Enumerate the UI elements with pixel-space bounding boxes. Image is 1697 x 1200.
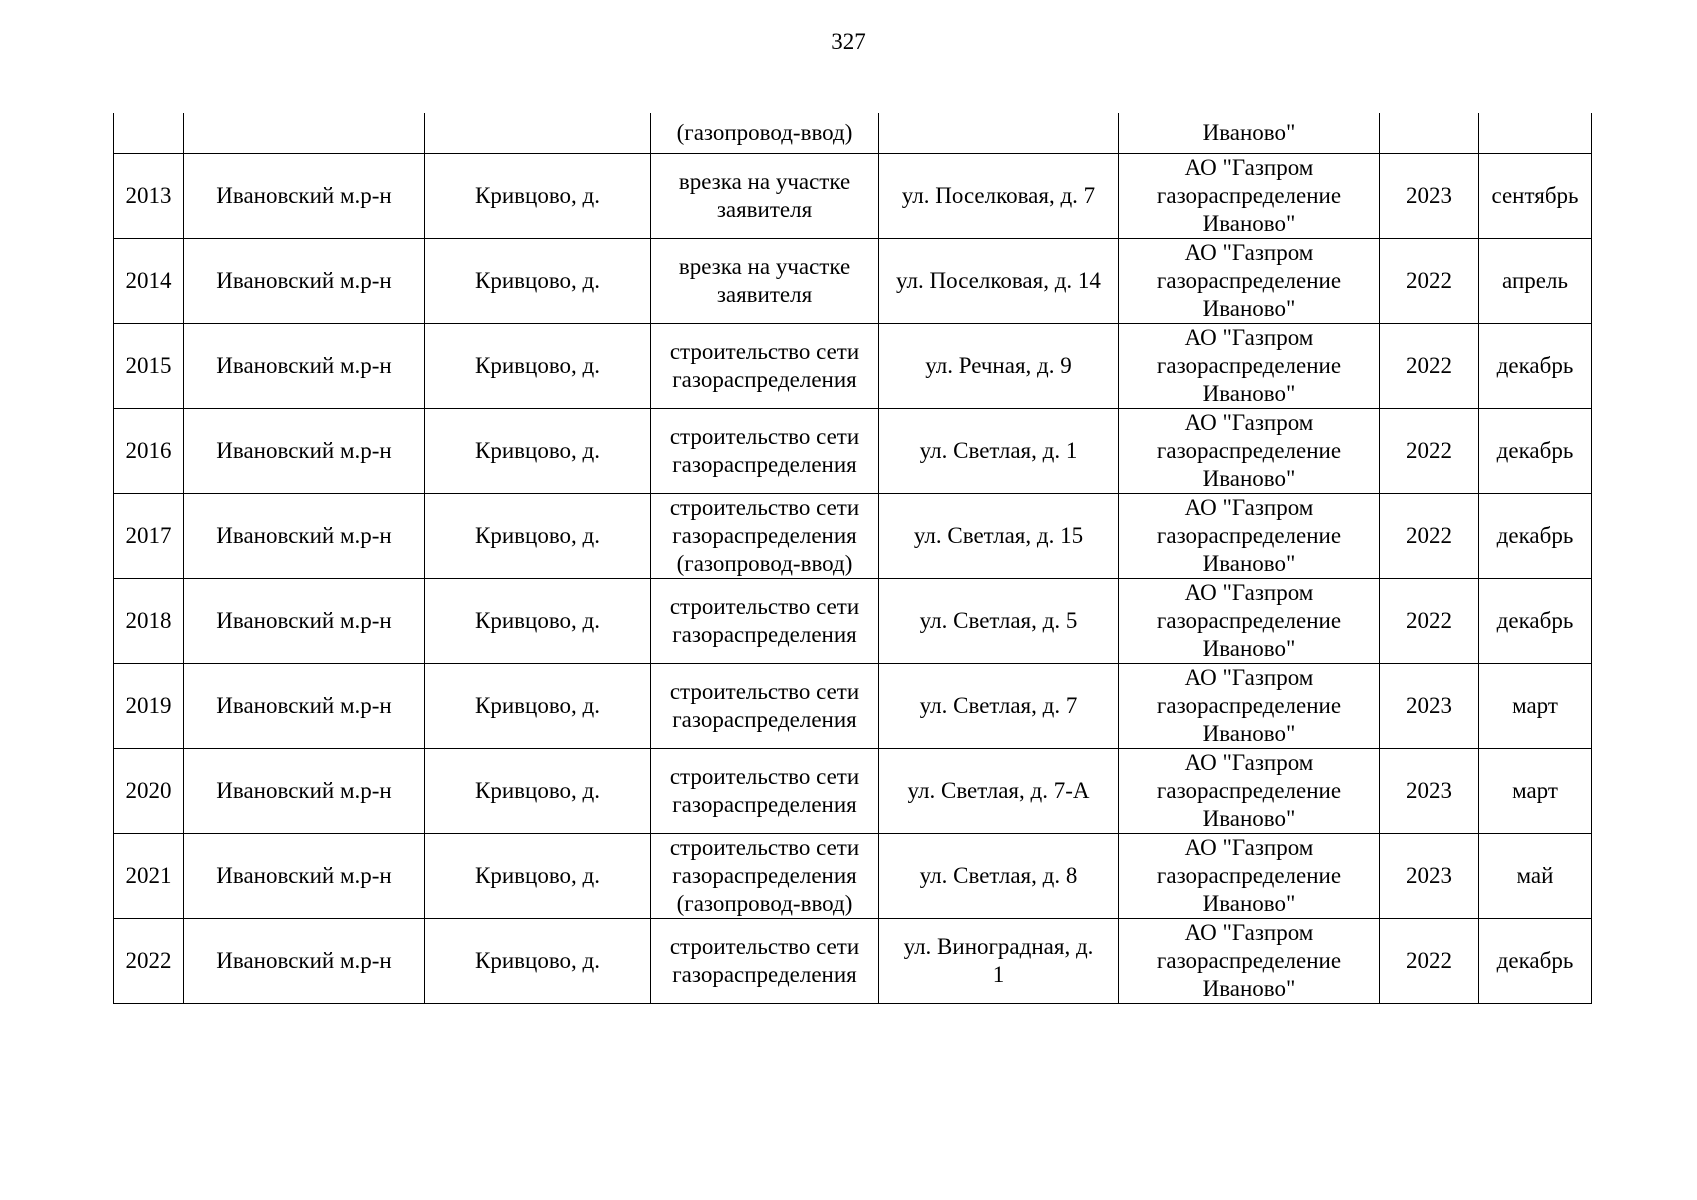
cell-district <box>184 323 425 408</box>
cell-work-type <box>651 493 879 578</box>
cell-text: 2023 <box>1406 862 1452 888</box>
cell-settlement <box>425 493 651 578</box>
cell-settlement <box>425 408 651 493</box>
table-row <box>114 663 1592 748</box>
cell-text: ул. Светлая, д. 15 <box>913 522 1084 548</box>
cell-settlement <box>425 663 651 748</box>
cell-text: 2022 <box>1406 437 1452 463</box>
cell-row-number <box>114 493 184 578</box>
table-body <box>114 113 1592 1003</box>
cell-row-number <box>114 578 184 663</box>
cell-address <box>879 663 1119 748</box>
cell-text: (газопровод-ввод) <box>676 119 853 145</box>
cell-organization <box>1119 663 1380 748</box>
cell-text: Кривцово, д. <box>475 267 600 293</box>
cell-address <box>879 833 1119 918</box>
cell-text: Кривцово, д. <box>475 777 600 803</box>
cell-settlement <box>425 833 651 918</box>
cell-text: декабрь <box>1496 352 1574 378</box>
cell-text: 2020 <box>125 777 172 803</box>
cell-text: декабрь <box>1496 437 1574 463</box>
cell-text: 2023 <box>1406 777 1452 803</box>
cell-text: строительство сети газораспределения <box>669 933 860 987</box>
cell-text: Ивановский м.р-н <box>216 777 392 803</box>
cell-month <box>1479 238 1592 323</box>
table-row <box>114 493 1592 578</box>
cell-organization <box>1119 113 1380 153</box>
cell-text: май <box>1516 862 1554 888</box>
cell-month <box>1479 113 1592 153</box>
cell-text: Кривцово, д. <box>475 182 600 208</box>
cell-organization <box>1119 918 1380 1003</box>
cell-year <box>1380 493 1479 578</box>
cell-text: строительство сети газораспределения <box>669 338 860 392</box>
cell-work-type <box>651 663 879 748</box>
cell-text: Кривцово, д. <box>475 862 600 888</box>
cell-text: 2022 <box>1406 607 1452 633</box>
cell-row-number <box>114 153 184 238</box>
cell-text: 2022 <box>1406 522 1452 548</box>
cell-text: 2022 <box>1406 947 1452 973</box>
cell-text: Ивановский м.р-н <box>216 182 392 208</box>
cell-text: ул. Виноградная, д. 1 <box>903 933 1094 987</box>
cell-settlement <box>425 113 651 153</box>
cell-year <box>1380 323 1479 408</box>
cell-text: 2023 <box>1406 692 1452 718</box>
cell-text: Ивановский м.р-н <box>216 437 392 463</box>
cell-district <box>184 663 425 748</box>
cell-address <box>879 113 1119 153</box>
cell-row-number <box>114 408 184 493</box>
cell-text: 2019 <box>125 692 172 718</box>
cell-work-type <box>651 408 879 493</box>
cell-work-type <box>651 323 879 408</box>
cell-address <box>879 238 1119 323</box>
cell-settlement <box>425 578 651 663</box>
cell-text: сентябрь <box>1491 182 1579 208</box>
table-row-continuation <box>114 113 1592 153</box>
cell-text: Ивановский м.р-н <box>216 692 392 718</box>
cell-work-type <box>651 833 879 918</box>
table-row <box>114 748 1592 833</box>
cell-text: апрель <box>1502 267 1568 293</box>
cell-text: АО "Газпром газораспределение Иваново" <box>1156 239 1342 321</box>
table-row <box>114 238 1592 323</box>
cell-address <box>879 748 1119 833</box>
cell-text: 2018 <box>125 607 172 633</box>
cell-text: ул. Речная, д. 9 <box>925 352 1072 378</box>
cell-text: март <box>1512 692 1558 718</box>
cell-text: врезка на участке заявителя <box>678 168 851 222</box>
cell-text: ул. Светлая, д. 7-А <box>907 777 1090 803</box>
cell-text: строительство сети газораспределения <box>669 423 860 477</box>
cell-year <box>1380 408 1479 493</box>
cell-settlement <box>425 238 651 323</box>
cell-text: ул. Светлая, д. 8 <box>919 862 1078 888</box>
cell-year <box>1380 918 1479 1003</box>
gas-connection-table <box>113 113 1592 1004</box>
cell-work-type <box>651 748 879 833</box>
cell-district <box>184 918 425 1003</box>
cell-month <box>1479 918 1592 1003</box>
cell-district <box>184 238 425 323</box>
cell-text: Кривцово, д. <box>475 947 600 973</box>
cell-text: 2021 <box>125 862 172 888</box>
cell-year <box>1380 578 1479 663</box>
cell-text: 2016 <box>125 437 172 463</box>
cell-text: врезка на участке заявителя <box>678 253 851 307</box>
table-row <box>114 323 1592 408</box>
cell-row-number <box>114 663 184 748</box>
cell-text: 2014 <box>125 267 172 293</box>
page-number: 327 <box>831 29 866 54</box>
cell-month <box>1479 833 1592 918</box>
cell-text: строительство сети газораспределения <box>669 678 860 732</box>
cell-text: Кривцово, д. <box>475 607 600 633</box>
cell-text: Ивановский м.р-н <box>216 522 392 548</box>
cell-text: ул. Поселковая, д. 7 <box>901 182 1096 208</box>
cell-settlement <box>425 918 651 1003</box>
cell-text: Ивановский м.р-н <box>216 947 392 973</box>
cell-text: 2013 <box>125 182 172 208</box>
table-row <box>114 918 1592 1003</box>
cell-settlement <box>425 153 651 238</box>
cell-work-type <box>651 918 879 1003</box>
cell-text: декабрь <box>1496 607 1574 633</box>
cell-work-type <box>651 153 879 238</box>
cell-work-type <box>651 578 879 663</box>
cell-text: Иваново" <box>1202 119 1296 145</box>
cell-text: АО "Газпром газораспределение Иваново" <box>1156 324 1342 406</box>
cell-month <box>1479 408 1592 493</box>
cell-address <box>879 408 1119 493</box>
cell-month <box>1479 323 1592 408</box>
cell-district <box>184 748 425 833</box>
cell-text: АО "Газпром газораспределение Иваново" <box>1156 154 1342 236</box>
cell-text: Кривцово, д. <box>475 692 600 718</box>
cell-year <box>1380 663 1479 748</box>
cell-text: 2015 <box>125 352 172 378</box>
table-row <box>114 578 1592 663</box>
cell-address <box>879 323 1119 408</box>
cell-row-number <box>114 748 184 833</box>
cell-text: Кривцово, д. <box>475 352 600 378</box>
cell-text: 2022 <box>125 947 172 973</box>
cell-organization <box>1119 408 1380 493</box>
cell-text: 2023 <box>1406 182 1452 208</box>
cell-text: Ивановский м.р-н <box>216 352 392 378</box>
cell-district <box>184 153 425 238</box>
cell-year <box>1380 153 1479 238</box>
cell-text: 2022 <box>1406 352 1452 378</box>
cell-row-number <box>114 323 184 408</box>
cell-row-number <box>114 833 184 918</box>
cell-text: Кривцово, д. <box>475 522 600 548</box>
cell-text: Ивановский м.р-н <box>216 267 392 293</box>
cell-text: строительство сети газораспределения <box>669 593 860 647</box>
cell-text: Ивановский м.р-н <box>216 607 392 633</box>
cell-organization <box>1119 578 1380 663</box>
cell-district <box>184 493 425 578</box>
table-row <box>114 153 1592 238</box>
cell-text: Ивановский м.р-н <box>216 862 392 888</box>
cell-text: ул. Светлая, д. 5 <box>919 607 1078 633</box>
table-row <box>114 833 1592 918</box>
cell-text: декабрь <box>1496 522 1574 548</box>
cell-text: АО "Газпром газораспределение Иваново" <box>1156 409 1342 491</box>
cell-organization <box>1119 153 1380 238</box>
cell-district <box>184 578 425 663</box>
cell-text: 2017 <box>125 522 172 548</box>
cell-month <box>1479 578 1592 663</box>
cell-organization <box>1119 493 1380 578</box>
cell-month <box>1479 748 1592 833</box>
cell-text: ул. Светлая, д. 7 <box>919 692 1078 718</box>
cell-text: АО "Газпром газораспределение Иваново" <box>1156 749 1342 831</box>
cell-text: декабрь <box>1496 947 1574 973</box>
cell-year <box>1380 113 1479 153</box>
cell-text: Кривцово, д. <box>475 437 600 463</box>
cell-address <box>879 918 1119 1003</box>
cell-organization <box>1119 323 1380 408</box>
cell-district <box>184 833 425 918</box>
cell-work-type <box>651 238 879 323</box>
cell-month <box>1479 153 1592 238</box>
cell-text: ул. Поселковая, д. 14 <box>896 267 1101 293</box>
cell-month <box>1479 493 1592 578</box>
cell-text: строительство сети газораспределения <box>669 763 860 817</box>
cell-address <box>879 493 1119 578</box>
cell-text: март <box>1512 777 1558 803</box>
cell-text: АО "Газпром газораспределение Иваново" <box>1156 494 1342 576</box>
cell-settlement <box>425 323 651 408</box>
cell-year <box>1380 748 1479 833</box>
cell-organization <box>1119 833 1380 918</box>
cell-district <box>184 408 425 493</box>
cell-row-number <box>114 113 184 153</box>
cell-text: АО "Газпром газораспределение Иваново" <box>1156 579 1342 661</box>
cell-month <box>1479 663 1592 748</box>
table-row <box>114 408 1592 493</box>
cell-organization <box>1119 748 1380 833</box>
cell-organization <box>1119 238 1380 323</box>
cell-address <box>879 578 1119 663</box>
cell-work-type <box>651 113 879 153</box>
cell-text: ул. Светлая, д. 1 <box>919 437 1078 463</box>
cell-text: АО "Газпром газораспределение Иваново" <box>1156 834 1342 916</box>
cell-text: 2022 <box>1406 267 1452 293</box>
cell-text: АО "Газпром газораспределение Иваново" <box>1156 919 1342 1001</box>
cell-text: строительство сети газораспределения (газопровод-ввод) <box>669 834 860 916</box>
cell-row-number <box>114 238 184 323</box>
cell-settlement <box>425 748 651 833</box>
cell-year <box>1380 833 1479 918</box>
cell-district <box>184 113 425 153</box>
cell-address <box>879 153 1119 238</box>
cell-year <box>1380 238 1479 323</box>
cell-row-number <box>114 918 184 1003</box>
cell-text: АО "Газпром газораспределение Иваново" <box>1156 664 1342 746</box>
cell-text: строительство сети газораспределения (газопровод-ввод) <box>669 494 860 576</box>
